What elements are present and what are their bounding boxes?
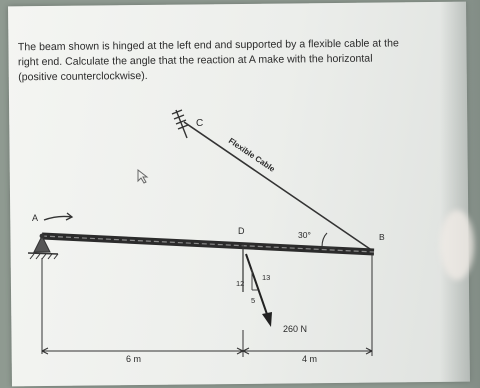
finger-glare	[440, 210, 474, 280]
problem-line-3: (positive counterclockwise).	[18, 69, 148, 84]
force-label: 260 N	[283, 324, 308, 334]
label-d: D	[238, 226, 245, 236]
label-c: C	[196, 118, 204, 129]
angle-label: 30°	[298, 230, 311, 240]
beam	[42, 236, 374, 252]
flexible-cable	[184, 122, 370, 249]
problem-line-2: right end. Calculate the angle that the reaction at A make with the horizontal	[17, 52, 373, 69]
slope-run-label: 12	[236, 279, 245, 288]
force-arrow	[246, 254, 272, 327]
cable-label: Flexible Cable	[226, 136, 277, 174]
problem-line-1: The beam shown is hinged at the left end and supported by a flexible cable at the	[17, 37, 399, 54]
angle-arc	[318, 233, 336, 248]
label-a: A	[32, 213, 39, 223]
dim-right-label: 4 m	[302, 354, 318, 364]
cursor-icon	[138, 170, 147, 183]
reaction-arrow-a	[44, 213, 72, 220]
edge-shadow	[440, 0, 480, 388]
slope-rise-label: 13	[262, 273, 271, 282]
label-b: B	[379, 232, 385, 242]
slope-hyp-label: 5	[251, 296, 256, 305]
dimension-lines	[42, 254, 372, 357]
dim-left-label: 6 m	[126, 354, 142, 364]
